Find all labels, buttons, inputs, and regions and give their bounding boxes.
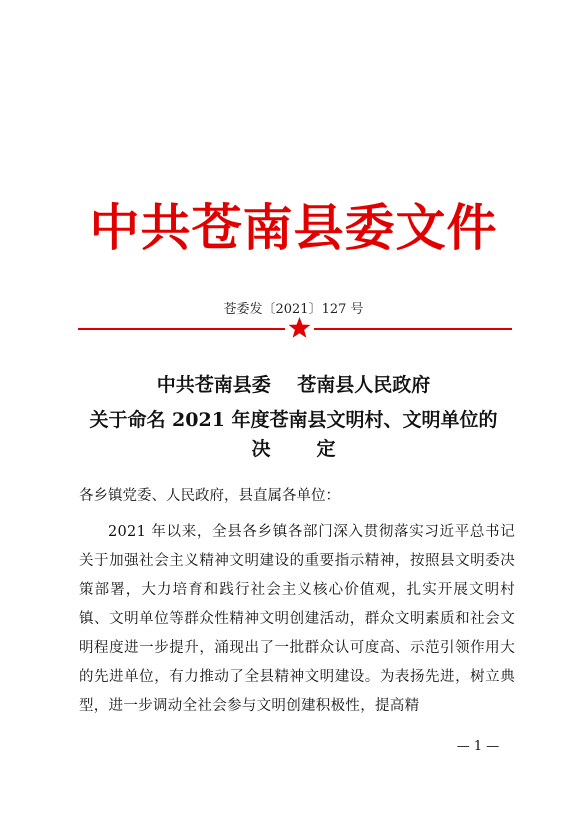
document-title-line-3 [0, 436, 587, 462]
document-title-line-2: 关于命名 2021 年度苍南县文明村、文明单位的 [89, 409, 498, 431]
salutation: 各乡镇党委、人民政府，县直属各单位： [79, 488, 340, 504]
document-title-line-1: 中共苍南县委 苍南县人民政府 [156, 374, 431, 396]
red-divider-right [314, 328, 512, 330]
document-masthead: 中共苍南县委文件 [89, 198, 498, 257]
document-number: 苍委发〔2021〕127 号 [223, 302, 364, 317]
document-title-char-ding: 定 [316, 438, 336, 460]
document-title-char-jue: 决 [251, 438, 271, 460]
page-number: — 1 — [456, 739, 500, 754]
body-paragraph: 2021 年以来，全县各乡镇各部门深入贯彻落实习近平总书记关于加强社会主义精神文明建设的重要指示精神，按照县文明委决策部署，大力培育和践行社会主义核心价值观，扎实开展文明村镇、文明单位等群众性精神文明创建活动，群众文明素质和社会文明程度进一步提升，涌现出了一批群众认可度高、示范引领作用大的先进单位，有力推动了全县精神文明建设。为表扬先进，树立典型，进一步调动全社会参与文明创建积极性，提高精 [79, 524, 515, 714]
red-star-icon [287, 316, 312, 340]
red-divider-left [78, 328, 285, 330]
